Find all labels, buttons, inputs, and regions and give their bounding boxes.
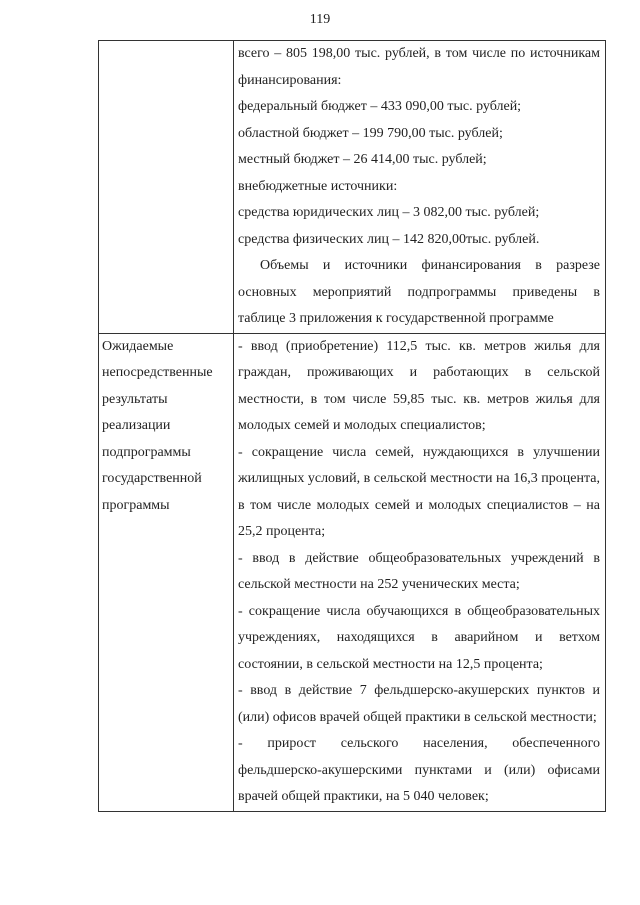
row2-value-cell: [234, 333, 606, 811]
result-item-medical-points: - ввод в действие 7 фельдшерско-акушерских пунктов и (или) офисов врачей общей практики в сельской местности;: [238, 683, 600, 725]
financing-legal-entities-line: средства юридических лиц – 3 082,00 тыс. рублей;: [238, 205, 540, 220]
financing-federal-line: федеральный бюджет – 433 090,00 тыс. рублей;: [238, 99, 522, 114]
row1-value-cell: [234, 41, 606, 334]
row2-label-cell: Ожидаемые непосредственные результаты реализации подпрограммы государственной программы: [99, 333, 234, 811]
financing-total-line: всего – 805 198,00 тыс. рублей, в том числе по источникам финансирования:: [238, 46, 600, 88]
result-item-population: - прирост сельского населения, обеспеченного фельдшерско-акушерскими пунктами и (или) офисами врачей общей практики, на 5 040 человек;: [238, 736, 600, 804]
passport-table: [98, 40, 606, 812]
result-item-families: - сокращение числа семей, нуждающихся в улучшении жилищных условий, в сельской местности на 16,3 процента, в том числе молодых семей и молодых специалистов – на 25,2 процента;: [238, 444, 600, 539]
financing-individuals-line: средства физических лиц – 142 820,00тыс. рублей.: [238, 231, 540, 247]
page-number: 119: [309, 12, 331, 27]
result-item-students: - сокращение числа обучающихся в общеобразовательных учреждениях, находящихся в аварийном и ветхом состоянии, в сельской местности на 12,5 процента;: [238, 603, 600, 672]
financing-local-line: местный бюджет – 26 414,00 тыс. рублей;: [238, 152, 487, 167]
financing-extrabudget-heading: внебюджетные источники:: [238, 178, 398, 194]
financing-regional-line: областной бюджет – 199 790,00 тыс. рублей;: [238, 125, 503, 141]
row1-label-cell: [99, 41, 234, 334]
table-row-expected-results: [99, 333, 606, 811]
financing-note: Объемы и источники финансирования в разрезе основных мероприятий подпрограммы приведены в таблице 3 приложения к государственной программе: [238, 258, 600, 326]
table-row-financing: [99, 41, 606, 334]
result-item-housing: - ввод (приобретение) 112,5 тыс. кв. метров жилья для граждан, проживающих и работающих в сельской местности, в том числе 59,85 тыс. кв. метров жилья для молодых семей и молодых специалистов;: [238, 338, 600, 433]
result-item-schools: - ввод в действие общеобразовательных учреждений в сельской местности на 252 ученических места;: [238, 550, 600, 592]
